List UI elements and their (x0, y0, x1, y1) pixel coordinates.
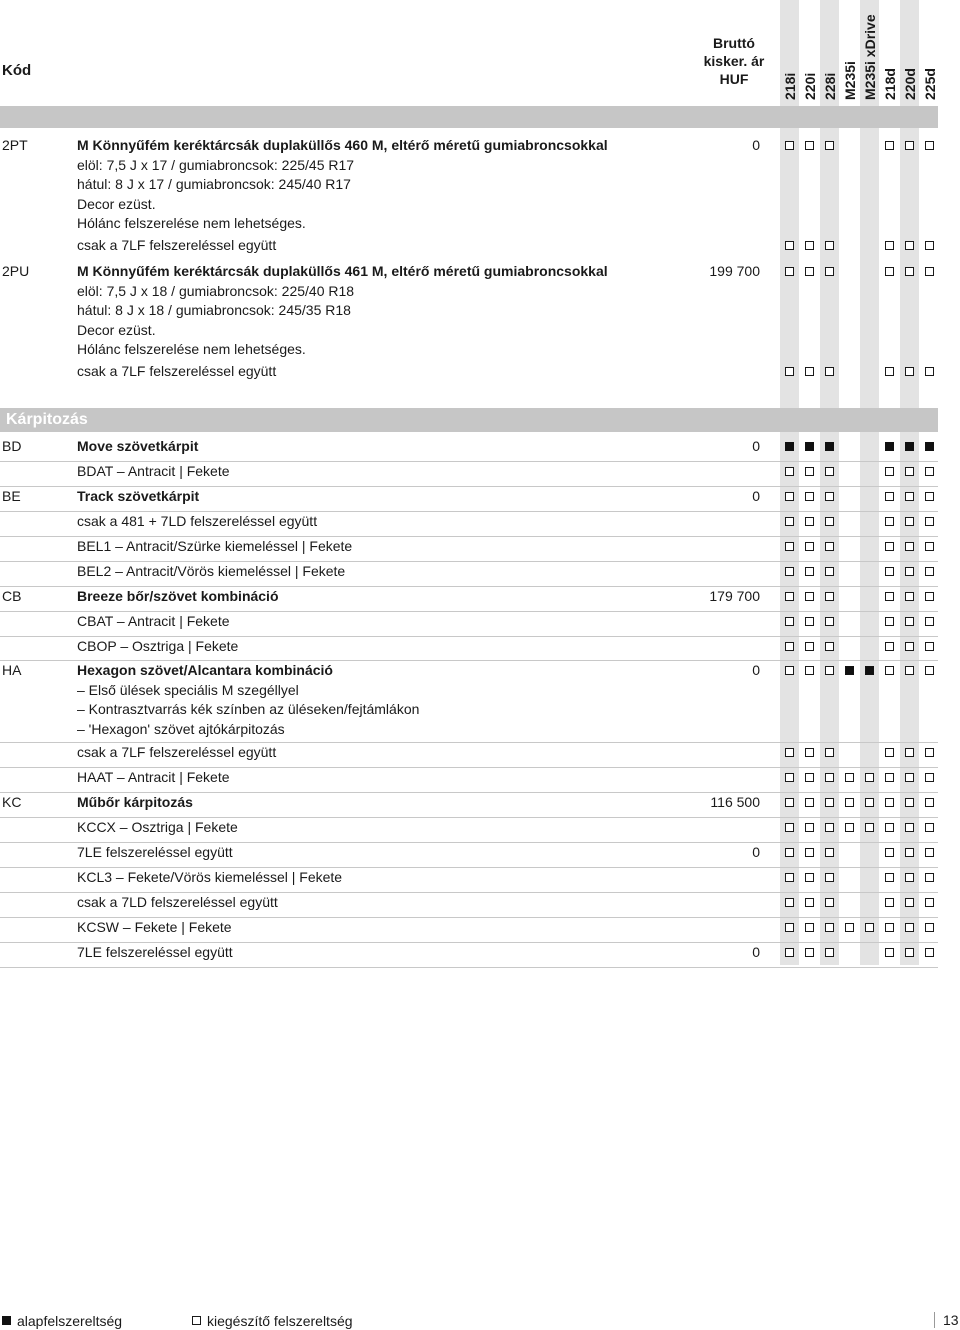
optional-equipment-icon (845, 798, 854, 807)
optional-equipment-icon (805, 948, 814, 957)
option-code: BE (2, 488, 21, 504)
optional-equipment-icon (885, 467, 894, 476)
table-row (0, 843, 938, 868)
optional-equipment-icon (805, 517, 814, 526)
optional-equipment-icon (825, 517, 834, 526)
description-line: Decor ezüst. (77, 195, 156, 212)
option-description (77, 818, 697, 838)
optional-equipment-icon (925, 517, 934, 526)
optional-equipment-icon (785, 748, 794, 757)
standard-equipment-icon (905, 442, 914, 451)
optional-equipment-icon (925, 492, 934, 501)
optional-equipment-icon (805, 848, 814, 857)
optional-equipment-icon (845, 923, 854, 932)
option-price: 0 (752, 662, 760, 678)
optional-equipment-icon (785, 592, 794, 601)
description-line: csak a 7LF felszereléssel együtt (77, 363, 277, 379)
optional-equipment-icon (885, 773, 894, 782)
optional-equipment-icon (805, 542, 814, 551)
legend-optional: kiegészítő felszereltség (207, 1313, 353, 1329)
table-row (0, 743, 938, 768)
description-line: CBOP – Osztriga | Fekete (77, 638, 239, 654)
standard-equipment-icon (845, 666, 854, 675)
optional-equipment-icon (805, 592, 814, 601)
description-line: Decor ezüst. (77, 321, 156, 338)
optional-equipment-icon (905, 898, 914, 907)
optional-equipment-icon (925, 241, 934, 250)
model-header-label: 225d (922, 68, 938, 100)
optional-equipment-icon (925, 798, 934, 807)
optional-equipment-icon (805, 467, 814, 476)
optional-equipment-icon (785, 467, 794, 476)
option-description (77, 918, 697, 938)
optional-equipment-icon (905, 848, 914, 857)
option-description (77, 136, 697, 234)
optional-equipment-icon (865, 798, 874, 807)
description-line: CBAT – Antracit | Fekete (77, 613, 230, 629)
optional-equipment-icon (825, 848, 834, 857)
optional-equipment-icon (905, 823, 914, 832)
description-line: csak a 7LD felszereléssel együtt (77, 894, 278, 910)
optional-equipment-icon (905, 367, 914, 376)
optional-equipment-icon (805, 873, 814, 882)
optional-equipment-icon (925, 823, 934, 832)
optional-equipment-icon (925, 923, 934, 932)
optional-equipment-icon (925, 666, 934, 675)
optional-equipment-icon (905, 642, 914, 651)
optional-equipment-icon (785, 141, 794, 150)
option-price: 0 (752, 944, 760, 960)
option-description (77, 893, 697, 913)
optional-equipment-icon (885, 898, 894, 907)
optional-equipment-icon (825, 542, 834, 551)
option-description (77, 537, 697, 557)
model-header (820, 0, 839, 100)
table-row (0, 136, 938, 235)
optional-equipment-icon (925, 567, 934, 576)
option-price: 0 (752, 488, 760, 504)
description-line: – Első ülések speciális M szegéllyel (77, 681, 299, 698)
optional-equipment-icon (825, 141, 834, 150)
model-header (800, 0, 819, 100)
description-line: elöl: 7,5 J x 18 / gumiabroncsok: 225/40 R18 (77, 282, 355, 299)
optional-equipment-icon (925, 748, 934, 757)
optional-equipment-icon (825, 873, 834, 882)
optional-equipment-icon (905, 592, 914, 601)
standard-equipment-icon (865, 666, 874, 675)
optional-equipment-icon (865, 923, 874, 932)
optional-equipment-icon (825, 666, 834, 675)
optional-equipment-icon (825, 241, 834, 250)
table-row (0, 637, 938, 661)
optional-equipment-icon (925, 592, 934, 601)
optional-equipment-icon (805, 367, 814, 376)
description-line: Track szövetkárpit (77, 488, 200, 504)
table-row (0, 818, 938, 843)
optional-equipment-icon (905, 467, 914, 476)
table-row (0, 512, 938, 537)
standard-equipment-icon (825, 442, 834, 451)
model-header-label: 218d (882, 68, 898, 100)
optional-equipment-icon (885, 923, 894, 932)
code-column-header: Kód (2, 62, 32, 79)
optional-equipment-icon (925, 617, 934, 626)
option-description (77, 843, 697, 863)
optional-equipment-icon (825, 898, 834, 907)
optional-equipment-icon (805, 798, 814, 807)
model-header-label: M235i (842, 61, 858, 100)
description-line: 7LE felszereléssel együtt (77, 844, 233, 860)
optional-equipment-icon (845, 773, 854, 782)
optional-equipment-icon (825, 823, 834, 832)
optional-equipment-icon (825, 748, 834, 757)
optional-equipment-icon (785, 492, 794, 501)
standard-equipment-icon (2, 1316, 11, 1325)
standard-equipment-icon (925, 442, 934, 451)
option-description (77, 562, 697, 582)
optional-equipment-icon (805, 141, 814, 150)
optional-equipment-icon (885, 141, 894, 150)
optional-equipment-icon (905, 617, 914, 626)
optional-equipment-icon (905, 492, 914, 501)
optional-equipment-icon (192, 1316, 201, 1325)
standard-equipment-icon (785, 442, 794, 451)
optional-equipment-icon (825, 467, 834, 476)
optional-equipment-icon (785, 666, 794, 675)
option-code: 2PT (2, 137, 28, 153)
optional-equipment-icon (905, 923, 914, 932)
option-description (77, 943, 697, 963)
optional-equipment-icon (825, 948, 834, 957)
optional-equipment-icon (825, 617, 834, 626)
optional-equipment-icon (885, 666, 894, 675)
option-description (77, 487, 697, 507)
option-description (77, 362, 697, 382)
optional-equipment-icon (925, 773, 934, 782)
option-description (77, 612, 697, 632)
optional-equipment-icon (885, 948, 894, 957)
optional-equipment-icon (925, 948, 934, 957)
description-line: elöl: 7,5 J x 17 / gumiabroncsok: 225/45 R17 (77, 156, 355, 173)
optional-equipment-icon (925, 873, 934, 882)
optional-equipment-icon (885, 267, 894, 276)
standard-equipment-icon (885, 442, 894, 451)
table-row (0, 793, 938, 818)
optional-equipment-icon (885, 848, 894, 857)
optional-equipment-icon (825, 773, 834, 782)
page-number: 13 (934, 1312, 959, 1328)
table-row (0, 893, 938, 918)
table-row (0, 918, 938, 943)
optional-equipment-icon (905, 873, 914, 882)
optional-equipment-icon (925, 848, 934, 857)
optional-equipment-icon (905, 517, 914, 526)
optional-equipment-icon (885, 367, 894, 376)
table-row (0, 868, 938, 893)
optional-equipment-icon (885, 748, 894, 757)
price-header-line: kisker. ár (703, 53, 765, 69)
option-code: KC (2, 794, 22, 810)
option-code: BD (2, 438, 22, 454)
optional-equipment-icon (805, 617, 814, 626)
option-description (77, 462, 697, 482)
table-row (0, 462, 938, 487)
optional-equipment-icon (885, 492, 894, 501)
description-line: BEL1 – Antracit/Szürke kiemeléssel | Fekete (77, 538, 353, 554)
description-line: – Kontrasztvarrás kék színben az üléseken/fejtámlákon (77, 701, 420, 717)
description-line: KCCX – Osztriga | Fekete (77, 819, 238, 835)
optional-equipment-icon (825, 798, 834, 807)
optional-equipment-icon (925, 267, 934, 276)
option-description (77, 868, 697, 888)
optional-equipment-icon (805, 923, 814, 932)
optional-equipment-icon (785, 798, 794, 807)
table-row (0, 487, 938, 512)
option-description (77, 793, 697, 813)
table-row (0, 661, 938, 743)
option-description (77, 236, 697, 256)
model-header (880, 0, 899, 100)
option-price: 0 (752, 844, 760, 860)
optional-equipment-icon (865, 773, 874, 782)
optional-equipment-icon (785, 642, 794, 651)
optional-equipment-icon (925, 542, 934, 551)
optional-equipment-icon (805, 898, 814, 907)
option-price: 179 700 (709, 588, 760, 604)
description-line: Hólánc felszerelése nem lehetséges. (77, 341, 306, 357)
description-line: Move szövetkárpit (77, 438, 199, 454)
option-price: 0 (752, 137, 760, 153)
description-line: HAAT – Antracit | Fekete (77, 769, 230, 785)
model-header-label: 228i (822, 72, 838, 100)
option-description (77, 637, 697, 657)
optional-equipment-icon (805, 492, 814, 501)
optional-equipment-icon (785, 267, 794, 276)
option-code: 2PU (2, 263, 30, 279)
description-line: hátul: 8 J x 18 / gumiabroncsok: 245/35 R18 (77, 302, 351, 318)
model-header-label: M235i xDrive (862, 14, 878, 100)
optional-equipment-icon (905, 241, 914, 250)
option-price: 0 (752, 438, 760, 454)
optional-equipment-icon (785, 898, 794, 907)
optional-equipment-icon (905, 141, 914, 150)
table-row (0, 362, 938, 397)
table-row (0, 236, 938, 261)
optional-equipment-icon (785, 873, 794, 882)
standard-equipment-icon (805, 442, 814, 451)
optional-equipment-icon (805, 267, 814, 276)
optional-equipment-icon (905, 567, 914, 576)
optional-equipment-icon (885, 567, 894, 576)
description-line: KCL3 – Fekete/Vörös kiemeléssel | Fekete (77, 869, 343, 885)
option-description (77, 768, 697, 788)
optional-equipment-icon (825, 492, 834, 501)
option-description (77, 743, 697, 763)
optional-equipment-icon (805, 666, 814, 675)
optional-equipment-icon (805, 748, 814, 757)
optional-equipment-icon (825, 267, 834, 276)
table-row (0, 437, 938, 462)
description-line: Hexagon szövet/Alcantara kombináció (77, 662, 333, 678)
optional-equipment-icon (885, 873, 894, 882)
optional-equipment-icon (845, 823, 854, 832)
optional-equipment-icon (925, 467, 934, 476)
optional-equipment-icon (825, 567, 834, 576)
table-row (0, 537, 938, 562)
optional-equipment-icon (785, 773, 794, 782)
optional-equipment-icon (805, 241, 814, 250)
optional-equipment-icon (825, 923, 834, 932)
description-line: 7LE felszereléssel együtt (77, 944, 233, 960)
description-line: Műbőr kárpitozás (77, 794, 193, 810)
optional-equipment-icon (885, 642, 894, 651)
optional-equipment-icon (925, 367, 934, 376)
description-line: csak a 7LF felszereléssel együtt (77, 744, 277, 760)
description-line: Breeze bőr/szövet kombináció (77, 588, 279, 604)
option-price: 116 500 (710, 794, 760, 810)
optional-equipment-icon (885, 617, 894, 626)
optional-equipment-icon (785, 567, 794, 576)
description-line: M Könnyűfém keréktárcsák duplaküllős 461 M, eltérő méretű gumiabroncsokkal (77, 263, 608, 279)
optional-equipment-icon (905, 798, 914, 807)
optional-equipment-icon (825, 642, 834, 651)
optional-equipment-icon (905, 948, 914, 957)
optional-equipment-icon (925, 898, 934, 907)
model-header (860, 0, 879, 100)
section-title-text: Kárpitozás (6, 411, 88, 428)
description-line: KCSW – Fekete | Fekete (77, 919, 232, 935)
optional-equipment-icon (785, 241, 794, 250)
description-line: BDAT – Antracit | Fekete (77, 463, 230, 479)
description-line: hátul: 8 J x 17 / gumiabroncsok: 245/40 R17 (77, 176, 351, 192)
description-line: csak a 7LF felszereléssel együtt (77, 237, 277, 253)
description-line: – 'Hexagon' szövet ajtókárpitozás (77, 720, 285, 737)
option-description (77, 661, 697, 739)
optional-equipment-icon (825, 592, 834, 601)
optional-equipment-icon (885, 798, 894, 807)
optional-equipment-icon (925, 642, 934, 651)
optional-equipment-icon (785, 617, 794, 626)
optional-equipment-icon (865, 823, 874, 832)
optional-equipment-icon (805, 642, 814, 651)
option-description (77, 437, 697, 457)
optional-equipment-icon (785, 823, 794, 832)
model-header (780, 0, 799, 100)
optional-equipment-icon (825, 367, 834, 376)
option-description (77, 262, 697, 360)
option-description (77, 587, 697, 607)
optional-equipment-icon (905, 666, 914, 675)
description-line: BEL2 – Antracit/Vörös kiemeléssel | Fekete (77, 563, 346, 579)
header-divider-bar (0, 106, 938, 128)
table-row (0, 612, 938, 637)
model-header (840, 0, 859, 100)
optional-equipment-icon (885, 592, 894, 601)
optional-equipment-icon (885, 517, 894, 526)
option-description (77, 512, 697, 532)
optional-equipment-icon (805, 567, 814, 576)
optional-equipment-icon (785, 923, 794, 932)
optional-equipment-icon (925, 141, 934, 150)
section-title-upholstery (0, 408, 938, 432)
model-header-label: 218i (782, 72, 798, 100)
table-row (0, 943, 938, 968)
optional-equipment-icon (805, 823, 814, 832)
optional-equipment-icon (785, 367, 794, 376)
option-code: HA (2, 662, 22, 678)
optional-equipment-icon (785, 542, 794, 551)
table-row (0, 262, 938, 361)
model-header (900, 0, 919, 100)
table-row (0, 768, 938, 793)
optional-equipment-icon (905, 748, 914, 757)
option-code: CB (2, 588, 22, 604)
option-price: 199 700 (709, 263, 760, 279)
optional-equipment-icon (785, 948, 794, 957)
description-line: Hólánc felszerelése nem lehetséges. (77, 215, 306, 231)
optional-equipment-icon (885, 241, 894, 250)
optional-equipment-icon (785, 517, 794, 526)
optional-equipment-icon (885, 823, 894, 832)
table-row (0, 587, 938, 612)
optional-equipment-icon (785, 848, 794, 857)
optional-equipment-icon (905, 267, 914, 276)
optional-equipment-icon (885, 542, 894, 551)
model-header (920, 0, 939, 100)
optional-equipment-icon (805, 773, 814, 782)
price-header-line: Bruttó (713, 35, 755, 51)
model-header-label: 220d (902, 68, 918, 100)
table-row (0, 562, 938, 587)
description-line: csak a 481 + 7LD felszereléssel együtt (77, 513, 318, 529)
description-line: M Könnyűfém keréktárcsák duplaküllős 460 M, eltérő méretű gumiabroncsokkal (77, 137, 608, 153)
legend-standard: alapfelszereltség (17, 1313, 123, 1329)
price-header-line: HUF (719, 71, 749, 87)
price-column-header (694, 34, 774, 88)
optional-equipment-icon (905, 542, 914, 551)
optional-equipment-icon (905, 773, 914, 782)
model-header-label: 220i (802, 72, 818, 100)
